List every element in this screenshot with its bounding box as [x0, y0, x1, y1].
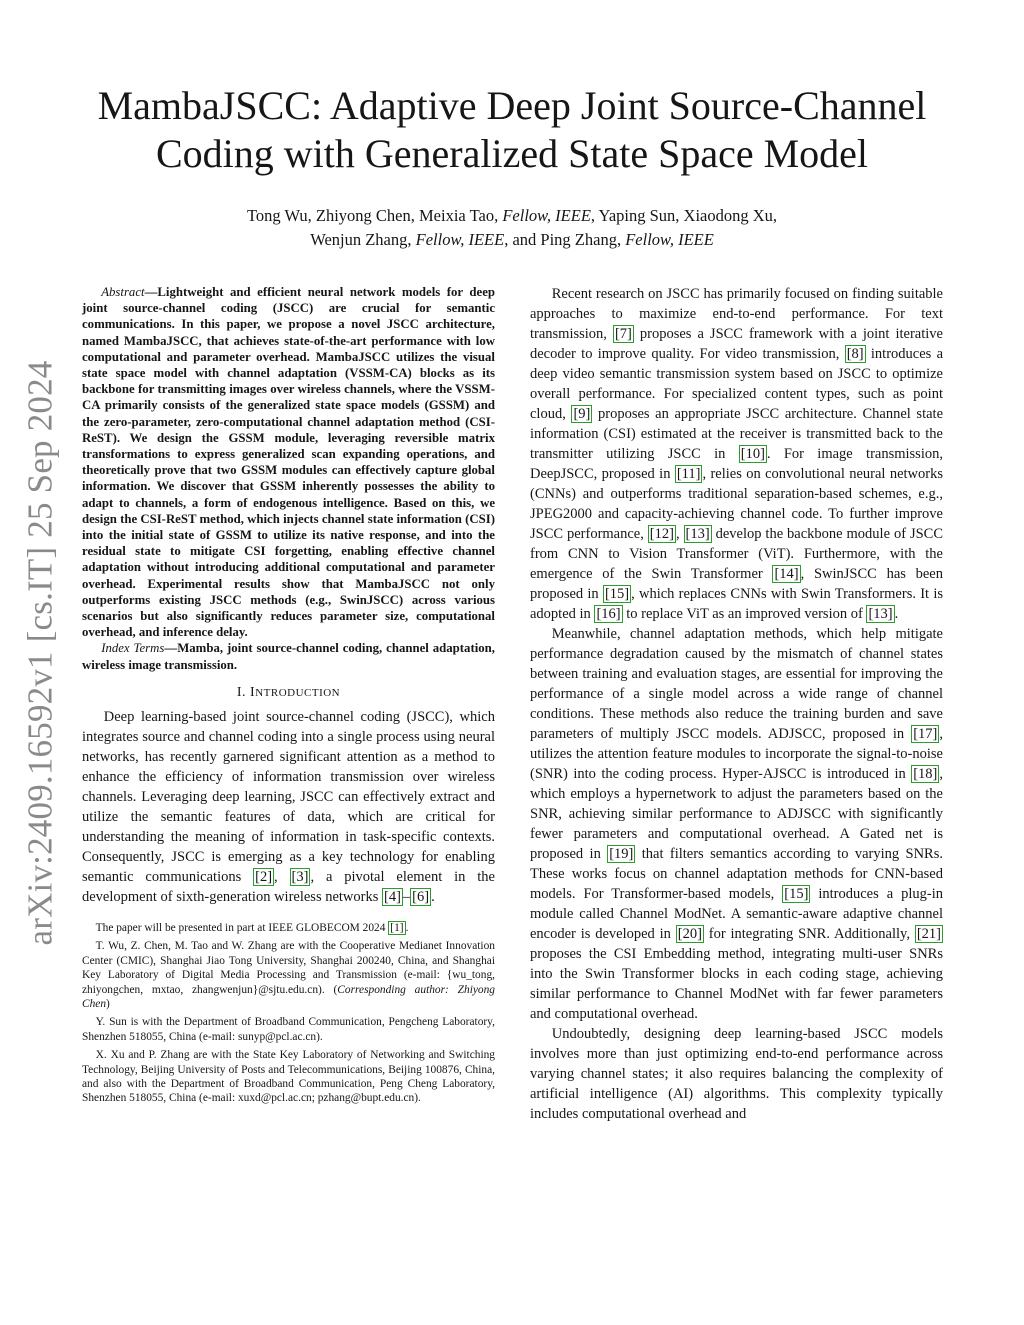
abstract-text: —Lightweight and efficient neural network models for deep joint source-channel coding (JSCC) are crucial for semantic communications. In this paper, we propose a novel JSCC architecture, named MambaJSCC, that achieves state-of-the-art performance with low computational and parameter overhead. MambaJSCC utilizes the visual state space model with channel adaptation (VSSM-CA) blocks as its backbone for transmitting images over wireless channels, where the VSSM-CA primarily consists of the generalized state space models (GSSM) and the zero-parameter, zero-computational channel adaptation method (CSI-ReST). We design the GSSM module, leveraging reversible matrix transformations to express generalized scan expanding operations, and theoretically prove that two GSSM modules can effectively capture global information. We discover that GSSM inherently possesses the ability to adapt to channels, a form of endogenous intelligence. Based on this, we design the CSI-ReST method, which injects channel state information (CSI) into the initial state of GSSM to utilize its native response, and into the residual state to mitigate CSI forgetting, enabling effective channel adaptation without introducing additional computational and parameter overhead. Experimental results show that MambaJSCC not only outperforms existing JSCC methods (e.g., SwinJSCC) across various scenarios but also significantly reduces parameter size, computational overhead, and inference delay. [82, 285, 495, 640]
footnote-affiliation-bupt: X. Xu and P. Zhang are with the State Key Laboratory of Networking and Switching Technology, Beijing University of Posts and Telecommunications, Beijing 100876, China, and also with the Department of Broadband Communication, Peng Cheng Laboratory, Shenzhen 518055, China (e-mail: xuxd@pcl.ac.cn; pzhang@bupt.edu.cn). [82, 1049, 495, 1105]
body-paragraph-channel-adaptation: Meanwhile, channel adaptation methods, which help mitigate performance degradation caused by the mismatch of channel states between training and evaluation stages, are essential for improving the performance of a single model across a wide range of channel conditions. These methods also reduce the training burden and save parameters of multiply JSCC models. ADJSCC, proposed in [17] , utilizes the attention feature modules to incorporate the signal-to-noise (SNR) into the coding process. Hyper-AJSCC is introduced in [18] , which employs a hypernetwork to adjust the parameters based on the SNR, achieving similar performance to ADJSCC with significantly fewer parameters and computational overhead. A Gated net is proposed in [19] that filters semantics according to varying SNRs. These works focus on channel adaptation methods for CNN-based models. For Transformer-based models, [15] introduces a plug-in module called Channel ModNet. A semantic-aware adaptive channel encoder is developed in [20] for integrating SNR. Additionally, [21] proposes the CSI Embedding method, integrating multi-user SNRs into the Swin Transformer blocks in each coding stage, achieving similar performance to Channel ModNet with far fewer parameters and computational overhead. [530, 626, 943, 1022]
footnote-affiliation-pcl: Y. Sun is with the Department of Broadband Communication, Pengcheng Laboratory, Shenzhen 518055, China (e-mail: sunyp@pcl.ac.cn). [82, 1016, 495, 1043]
arxiv-stamp [12, 360, 68, 945]
author-line-1: Tong Wu, Zhiyong Chen, Meixia Tao, Fellow, IEEE, Yaping Sun, Xiaodong Xu, [246, 206, 778, 225]
author-list [60, 204, 964, 252]
section-heading-rest: NTRODUCTION [255, 686, 341, 699]
arxiv-stamp-text: arXiv:2409.16592v1 [cs.IT] 25 Sep 2024 [20, 359, 60, 946]
section-heading-introduction [82, 683, 495, 703]
body-paragraph-recent-research: Recent research on JSCC has primarily focused on finding suitable approaches to maximize end-to-end performance. For text transmission, [7] proposes a JSCC framework with a joint iterative decoder to improve quality. For video transmission, [8] introduces a deep video semantic transmission system based on JSCC to optimize overall performance. For specialized content types, such as point cloud, [9] proposes an appropriate JSCC architecture. Channel state information (CSI) estimated at the receiver is transmitted back to the transmitter utilizing JSCC in [10] . For image transmission, DeepJSCC, proposed in [11] , relies on convolutional neural networks (CNNs) and outperforms traditional separation-based schemes, e.g., JPEG2000 and capacity-achieving channel code. To further improve JSCC performance, [12] , [13] develop the backbone module of JSCC from CNN to Vision Transformer (ViT). Furthermore, with the emergence of the Swin Transformer [14] , SwinJSCC has been proposed in [15] , which replaces CNNs with Swin Transformers. It is adopted in [16] to replace ViT as an improved version of [13] . [530, 286, 944, 622]
index-terms-text: —Mamba, joint source-channel coding, channel adaptation, wireless image transmission. [82, 641, 495, 672]
footnote-affiliation-sjtu: T. Wu, Z. Chen, M. Tao and W. Zhang are with the Cooperative Medianet Innovation Center (CMIC), Shanghai Jiao Tong University, Shanghai 200240, China, and Shanghai Key Laboratory of Digital Media Processing and Transmission (e-mail: {wu_tong, zhiyongchen, mxtao, zhangwenjun}@sjtu.edu.cn). (Corresponding author: Zhiyong Chen) [82, 940, 495, 1010]
footnote-presentation: The paper will be presented in part at IEEE GLOBECOM 2024 [1] . [95, 921, 409, 934]
intro-paragraph-1: Deep learning-based joint source-channel coding (JSCC), which integrates source and channel coding into a single process using neural networks, has recently garnered significant attention as a method to enhance the efficiency of information transmission over wireless channels. Leveraging deep learning, JSCC can effectively extract and utilize the semantic features of data, which are critical for understanding the meaning of information in task-specific contexts. Consequently, JSCC is emerging as a key technology for enabling semantic communications [2] , [3] , a pivotal element in the development of sixth-generation wireless networks [4] – [6] . [82, 708, 495, 905]
index-terms-lead: Index Terms [101, 641, 165, 656]
left-column [82, 284, 495, 1110]
paper-title-line-2: Coding with Generalized State Space Model [155, 131, 869, 176]
abstract [82, 284, 495, 640]
abstract-lead: Abstract [101, 285, 145, 299]
section-heading-numeral: I. I [236, 684, 256, 700]
right-column [530, 284, 943, 1124]
index-terms [82, 640, 495, 672]
paper-title-line-1: MambaJSCC: Adaptive Deep Joint Source-Channel [97, 83, 927, 128]
body-paragraph-complexity: Undoubtedly, designing deep learning-based JSCC models involves more than just optimizing end-to-end performance across varying channel states; it also requires balancing the complexity of artificial intelligence (AI) algorithms. This complexity typically includes computational overhead and [530, 1026, 943, 1122]
footnotes [82, 921, 495, 1106]
paper-title [60, 82, 964, 178]
author-line-2: Wenjun Zhang, Fellow, IEEE, and Ping Zhang, Fellow, IEEE [310, 230, 714, 249]
